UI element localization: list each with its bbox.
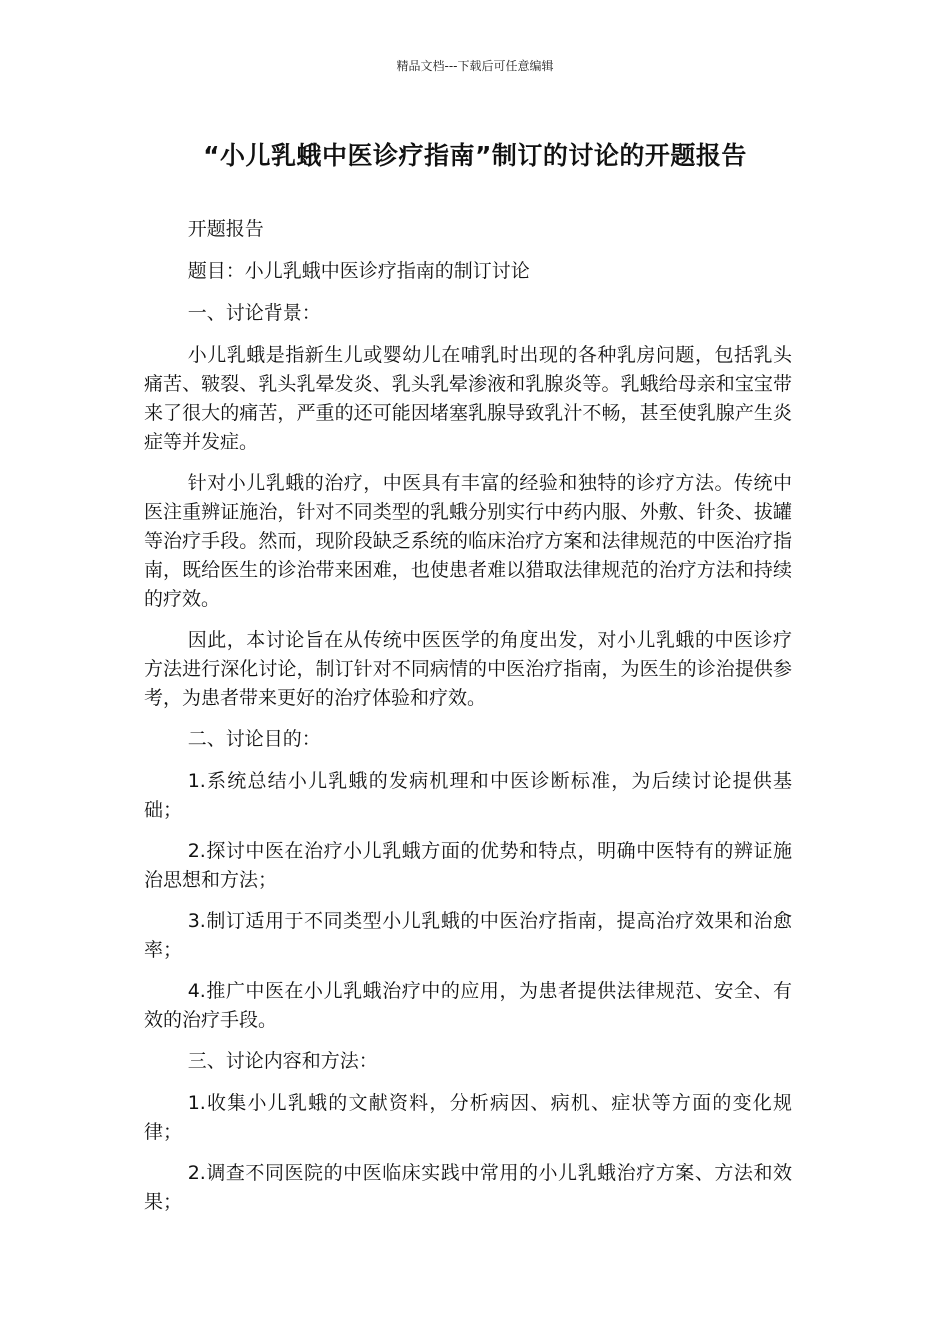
- section-heading-content-methods: 三、讨论内容和方法：: [187, 1050, 378, 1072]
- list-item-purpose-2: 2.探讨中医在治疗小儿乳蛾方面的优势和特点，明确中医特有的辨证施治思想和方法；: [144, 840, 792, 891]
- document-body: [144, 215, 792, 1229]
- document-title: “小儿乳蛾中医诊疗指南”制订的讨论的开题报告: [203, 141, 747, 170]
- list-item-purpose-4: 4.推广中医在小儿乳蛾治疗中的应用，为患者提供法律规范、安全、有效的治疗手段。: [144, 980, 792, 1031]
- list-item-method-1: 1.收集小儿乳蛾的文献资料，分析病因、病机、症状等方面的变化规律；: [144, 1092, 792, 1143]
- paragraph-background-2: 针对小儿乳蛾的治疗，中医具有丰富的经验和独特的诊疗方法。传统中医注重辨证施治，针对不同类型的乳蛾分别实行中药内服、外敷、针灸、拔罐等治疗手段。然而，现阶段缺乏系统的临床治疗方案和法律规范的中医治疗指南，既给医生的诊治带来困难，也使患者难以猎取法律规范的治疗方法和持续的疗效。: [144, 472, 792, 610]
- paragraph-report-label: 开题报告: [187, 218, 264, 240]
- paragraph-background-3: 因此，本讨论旨在从传统中医医学的角度出发，对小儿乳蛾的中医诊疗方法进行深化讨论，制订针对不同病情的中医治疗指南，为医生的诊治提供参考，为患者带来更好的治疗体验和疗效。: [144, 629, 792, 709]
- list-item-purpose-3: 3.制订适用于不同类型小儿乳蛾的中医治疗指南，提高治疗效果和治愈率；: [144, 910, 792, 961]
- page-header-watermark: 精品文档---下载后可任意编辑: [396, 59, 554, 73]
- list-item-method-2: 2.调查不同医院的中医临床实践中常用的小儿乳蛾治疗方案、方法和效果；: [144, 1162, 792, 1213]
- section-heading-purpose: 二、讨论目的：: [187, 728, 321, 750]
- paragraph-topic: 题目：小儿乳蛾中医诊疗指南的制订讨论: [187, 260, 530, 282]
- section-heading-background: 一、讨论背景：: [187, 302, 321, 324]
- list-item-purpose-1: 1.系统总结小儿乳蛾的发病机理和中医诊断标准，为后续讨论提供基础；: [144, 770, 792, 821]
- paragraph-background-1: 小儿乳蛾是指新生儿或婴幼儿在哺乳时出现的各种乳房问题，包括乳头痛苦、皲裂、乳头乳晕发炎、乳头乳晕渗液和乳腺炎等。乳蛾给母亲和宝宝带来了很大的痛苦，严重的还可能因堵塞乳腺导致乳汁不畅，甚至使乳腺产生炎症等并发症。: [144, 344, 792, 453]
